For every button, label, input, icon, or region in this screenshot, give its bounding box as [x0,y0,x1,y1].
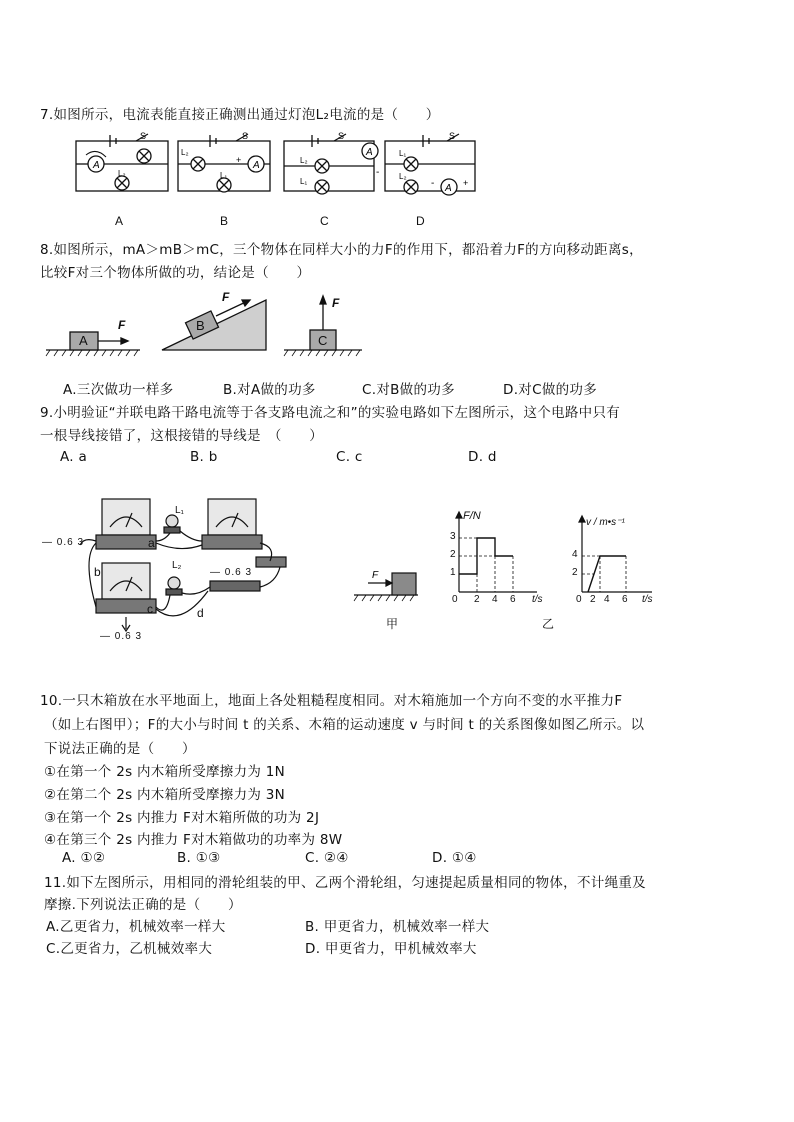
fig10-label-yi: 乙 [542,617,555,631]
v-t-xtick-2: 2 [590,594,596,605]
svg-text:A: A [253,160,260,171]
q8-block-a-label: A [79,333,88,348]
q10-statement-3: ③在第一个 2s 内推力 F对木箱所做的功为 2J [44,810,320,826]
q11-option-c: C.乙更省力，乙机械效率大 [46,941,213,957]
q8-force-c-label: F [332,296,340,310]
v-t-ylabel: v / m•s⁻¹ [586,517,625,528]
circuit-a [74,133,174,193]
q10-statement-2: ②在第二个 2s 内木箱所受摩擦力为 3N [44,787,286,803]
f-t-ytick-1: 1 [450,567,456,578]
f-t-xlabel: t/s [532,594,543,605]
q10-stem-line1: 10.一只木箱放在水平地面上，地面上各处粗糙程度相同。对木箱施加一个方向不变的水平推力F [40,693,623,709]
q9-scale-left: — 0.6 3 [42,537,85,548]
f-t-xtick-4: 4 [492,594,498,605]
q8-option-d: D.对C做的功多 [503,382,598,398]
q9-wire-c-label: c [147,602,153,616]
svg-text:L₂: L₂ [300,156,308,165]
q8-force-b-label: F [222,290,230,304]
svg-text:S: S [338,131,345,141]
q8-figure [44,288,374,368]
f-t-ytick-3: 3 [450,531,456,542]
q9-lamp-l1-label: L₁ [175,505,184,516]
svg-text:-: - [376,167,380,178]
svg-text:L₂: L₂ [399,172,407,181]
q8-stem-line2: 比较F对三个物体所做的功，结论是（ ） [40,265,311,281]
q10-option-d: D. ①④ [432,850,477,866]
f-t-xtick-2: 2 [474,594,480,605]
v-t-xtick-4: 4 [604,594,610,605]
q11-stem-line2: 摩擦.下列说法正确的是（ ） [44,897,242,913]
svg-text:F: F [372,570,379,581]
v-t-xtick-0: 0 [576,594,582,605]
fig10-label-jia: 甲 [386,617,399,631]
svg-text:+: + [463,178,469,188]
svg-text:A: A [445,183,452,194]
circuit-c [282,133,382,193]
q11-stem-line1: 11.如下左图所示，用相同的滑轮组装的甲、乙两个滑轮组，匀速提起质量相同的物体，不计绳重及 [44,875,646,891]
circuit-b [176,133,276,193]
svg-text:L₁: L₁ [399,149,407,158]
q10-statement-4: ④在第三个 2s 内推力 F对木箱做功的功率为 8W [44,832,343,848]
q8-option-c: C.对B做的功多 [362,382,455,398]
q10-statement-1: ①在第一个 2s 内木箱所受摩擦力为 1N [44,764,286,780]
q10-box-figure [352,565,432,605]
svg-text:L₁: L₁ [220,171,228,180]
q11-option-d: D. 甲更省力，甲机械效率大 [305,941,477,957]
svg-text:L₁: L₁ [300,177,308,186]
svg-text:A: A [366,147,373,158]
v-t-ytick-4: 4 [572,549,578,560]
svg-text:S: S [140,131,147,141]
f-t-ytick-2: 2 [450,549,456,560]
circuit-a-label: A [115,214,124,228]
f-t-chart [445,508,545,608]
q9-wire-a-label: a [148,536,155,550]
q9-option-b: B. b [190,449,218,465]
q8-block-b-label: B [196,318,205,333]
q10-option-b: B. ①③ [177,850,221,866]
q9-wire-b-label: b [94,565,101,579]
q11-option-a: A.乙更省力，机械效率一样大 [46,919,226,935]
q9-wire-d-label: d [197,606,204,620]
f-t-xtick-0: 0 [452,594,458,605]
q8-option-a: A.三次做功一样多 [63,382,174,398]
q9-lamp-l2-label: L₂ [172,560,182,571]
svg-text:+: + [236,155,242,165]
q11-option-b: B. 甲更省力，机械效率一样大 [305,919,490,935]
svg-text:L₂: L₂ [118,169,126,178]
q10-option-c: C. ②④ [305,850,349,866]
svg-text:A: A [93,160,100,171]
q7-stem: 7.如图所示，电流表能直接正确测出通过灯泡L₂电流的是（ ） [40,107,440,123]
q9-option-a: A. a [60,449,88,465]
circuit-b-label: B [220,214,229,228]
q9-stem-line2: 一根导线接错了，这根接错的导线是 （ ） [40,428,324,444]
f-t-ylabel: F/N [463,510,481,522]
q8-stem-line1: 8.如图所示，mA＞mB＞mC，三个物体在同样大小的力F的作用下，都沿着力F的方向移动距离s， [40,242,643,258]
q9-option-d: D. d [468,449,497,465]
v-t-ytick-2: 2 [572,567,578,578]
circuit-d-label: D [416,214,425,228]
q10-stem-line2: （如上右图甲）；F的大小与时间 t 的关系、木箱的运动速度 v 与时间 t 的关系图像如图乙所示。以 [44,717,645,733]
f-t-xtick-6: 6 [510,594,516,605]
v-t-xlabel: t/s [642,594,653,605]
circuit-c-label: C [320,214,329,228]
q8-force-a-label: F [118,318,126,332]
q8-option-b: B.对A做的功多 [223,382,316,398]
svg-text:S: S [449,131,456,141]
q10-stem-line3: 下说法正确的是（ ） [44,741,196,757]
circuit-d [383,133,483,193]
v-t-xtick-6: 6 [622,594,628,605]
q9-option-c: C. c [336,449,363,465]
q8-block-c-label: C [318,333,328,348]
svg-text:-: - [431,178,435,189]
svg-text:L₂: L₂ [181,148,189,157]
q9-stem-line1: 9.小明验证“并联电路干路电流等于各支路电流之和”的实验电路如下左图所示，这个电路中只有 [40,405,621,421]
q9-scale-right: — 0.6 3 [210,567,253,578]
q10-option-a: A. ①② [62,850,106,866]
q9-scale-bottom: — 0.6 3 [100,631,143,642]
svg-text:S: S [242,131,249,141]
